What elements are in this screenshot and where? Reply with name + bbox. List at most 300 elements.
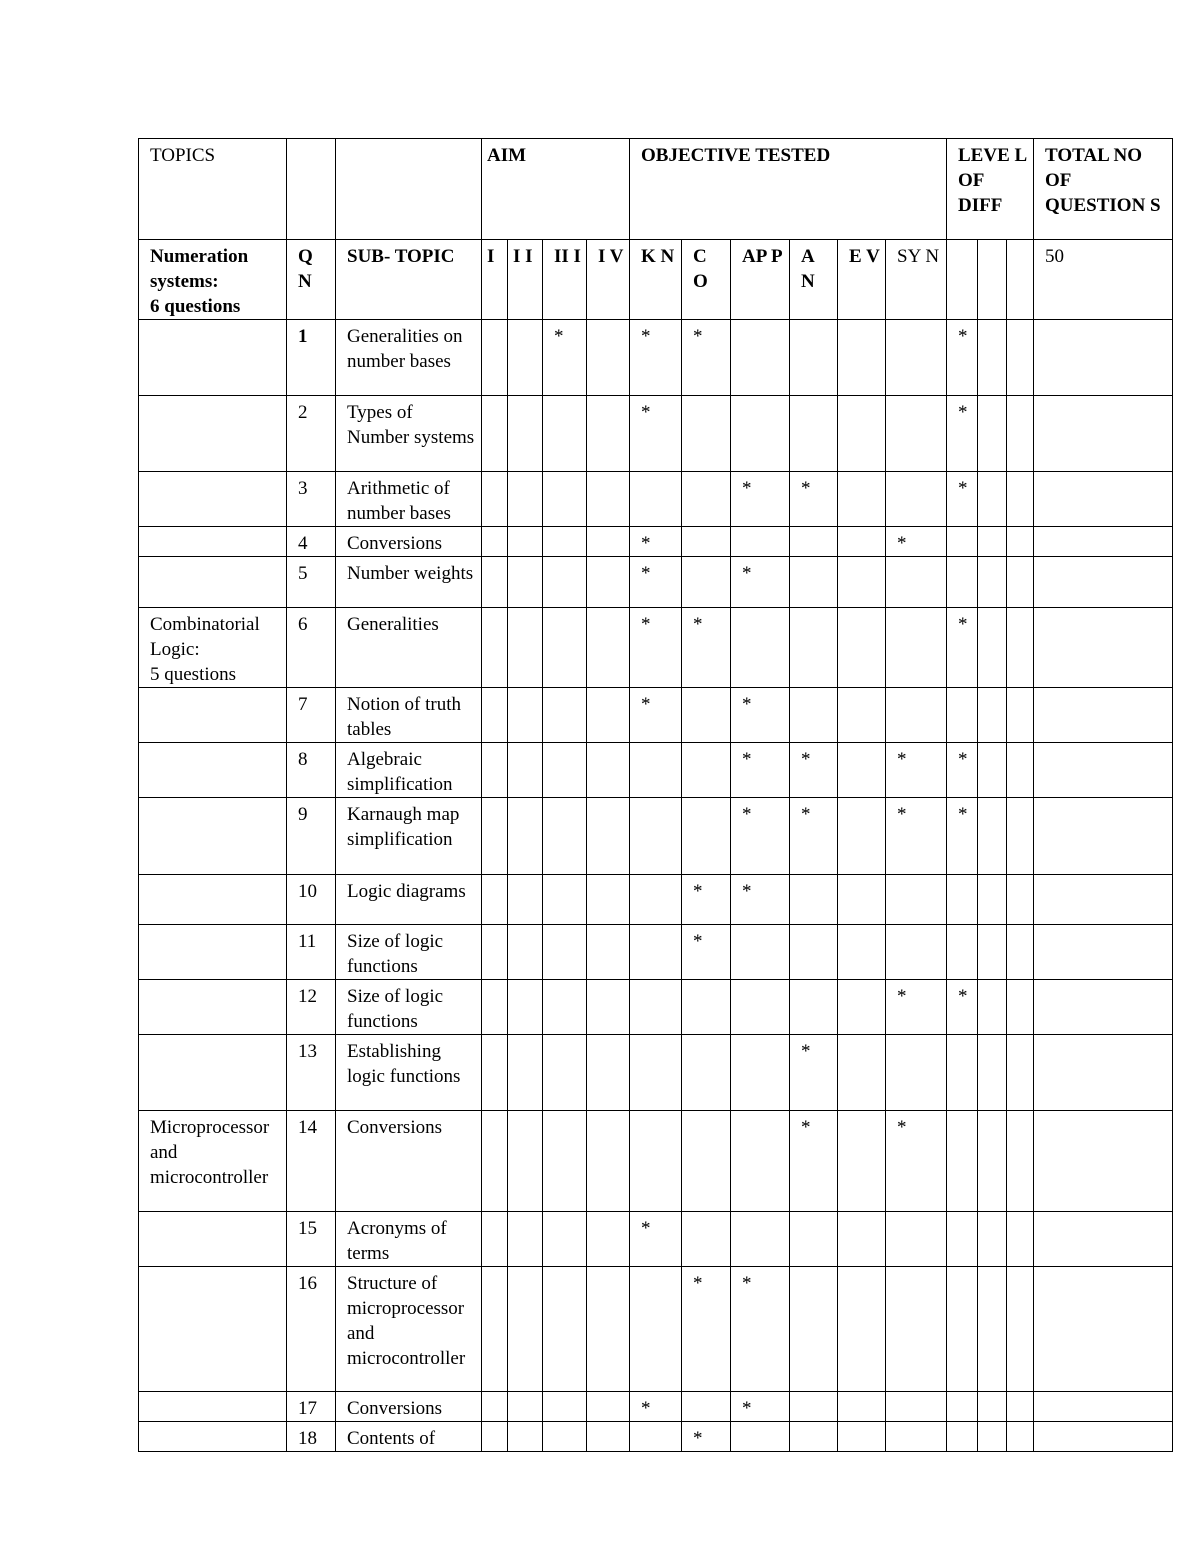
mark-cell (838, 798, 886, 875)
table-row (139, 1267, 1173, 1392)
mark-cell (790, 557, 838, 608)
mark-cell: * (790, 1111, 838, 1212)
topic-cell (139, 875, 287, 925)
qn-cell: 2 (287, 396, 336, 472)
mark-cell (682, 396, 731, 472)
mark-cell (543, 608, 587, 688)
subtopic-cell: Conversions (336, 1111, 482, 1212)
topic-cell (139, 1267, 287, 1392)
total-cell (1034, 1212, 1173, 1267)
mark-cell: * (682, 875, 731, 925)
mark-cell: * (630, 608, 682, 688)
mark-cell (978, 608, 1007, 688)
mark-cell (886, 557, 947, 608)
qn-cell: 4 (287, 527, 336, 557)
mark-cell (790, 608, 838, 688)
mark-cell: * (731, 743, 790, 798)
mark-cell (838, 925, 886, 980)
mark-cell (482, 1035, 508, 1111)
mark-cell (790, 1212, 838, 1267)
mark-cell: * (731, 1392, 790, 1422)
table-row (139, 1392, 1173, 1422)
mark-cell (886, 1035, 947, 1111)
subtopic-cell: Karnaugh map simplification (336, 798, 482, 875)
mark-cell (587, 320, 630, 396)
mark-cell (508, 1212, 543, 1267)
mark-cell (587, 1422, 630, 1452)
mark-cell (978, 320, 1007, 396)
topic-cell (139, 1422, 287, 1452)
mark-cell (886, 472, 947, 527)
mark-cell: * (947, 608, 978, 688)
topic-cell (139, 980, 287, 1035)
header-blank-subtopic (336, 139, 482, 240)
mark-cell (886, 1212, 947, 1267)
mark-cell (630, 980, 682, 1035)
total-questions-header: TOTAL NO OF QUESTION S (1034, 139, 1173, 240)
topic-cell (139, 527, 287, 557)
mark-cell (482, 608, 508, 688)
subtopic-cell: Acronyms of terms (336, 1212, 482, 1267)
level-of-difficulty-header: LEVE L OF DIFF (947, 139, 1034, 240)
mark-cell (838, 1422, 886, 1452)
total-cell (1034, 1111, 1173, 1212)
mark-cell (1007, 743, 1034, 798)
total-cell (1034, 1267, 1173, 1392)
mark-cell (790, 320, 838, 396)
mark-cell (482, 1111, 508, 1212)
subtopic-cell: Generalities (336, 608, 482, 688)
total-cell (1034, 472, 1173, 527)
qn-cell: 15 (287, 1212, 336, 1267)
mark-cell (508, 472, 543, 527)
subtopic-cell: Generalities on number bases (336, 320, 482, 396)
mark-cell (482, 1267, 508, 1392)
subtopic-cell: Logic diagrams (336, 875, 482, 925)
mark-cell: * (543, 320, 587, 396)
mark-cell (790, 925, 838, 980)
mark-cell (482, 875, 508, 925)
topic-cell (139, 557, 287, 608)
mark-cell: * (731, 875, 790, 925)
obj-col-an: A N (790, 240, 838, 320)
mark-cell (886, 925, 947, 980)
qn-cell: 11 (287, 925, 336, 980)
mark-cell (508, 1422, 543, 1452)
header-blank-qn (287, 139, 336, 240)
total-cell (1034, 743, 1173, 798)
mark-cell (790, 527, 838, 557)
mark-cell (543, 688, 587, 743)
mark-cell (1007, 557, 1034, 608)
mark-cell (508, 320, 543, 396)
mark-cell (1007, 1035, 1034, 1111)
subtopic-cell: Size of logic functions (336, 980, 482, 1035)
mark-cell: * (731, 798, 790, 875)
mark-cell (508, 688, 543, 743)
mark-cell: * (886, 527, 947, 557)
topic-cell: Microprocessor and microcontroller (139, 1111, 287, 1212)
mark-cell (482, 472, 508, 527)
mark-cell: * (630, 688, 682, 743)
aim-col-4: I V (587, 240, 630, 320)
mark-cell (482, 1422, 508, 1452)
qn-cell: 17 (287, 1392, 336, 1422)
mark-cell (482, 527, 508, 557)
subtopic-header: SUB- TOPIC (336, 240, 482, 320)
mark-cell: * (630, 557, 682, 608)
mark-cell: * (682, 1267, 731, 1392)
mark-cell (482, 1212, 508, 1267)
table-row (139, 1212, 1173, 1267)
mark-cell (1007, 472, 1034, 527)
mark-cell (682, 1392, 731, 1422)
mark-cell (587, 1111, 630, 1212)
mark-cell (508, 1392, 543, 1422)
mark-cell (630, 798, 682, 875)
mark-cell (630, 1111, 682, 1212)
obj-col-syn: SY N (886, 240, 947, 320)
mark-cell (482, 557, 508, 608)
mark-cell (543, 980, 587, 1035)
mark-cell (731, 320, 790, 396)
mark-cell (886, 688, 947, 743)
mark-cell (947, 1392, 978, 1422)
mark-cell (838, 743, 886, 798)
mark-cell (482, 798, 508, 875)
mark-cell (731, 1212, 790, 1267)
mark-cell (947, 1422, 978, 1452)
qn-cell: 8 (287, 743, 336, 798)
mark-cell (947, 1035, 978, 1111)
mark-cell (543, 527, 587, 557)
mark-cell (731, 980, 790, 1035)
table-row (139, 472, 1173, 527)
mark-cell: * (947, 980, 978, 1035)
mark-cell (978, 1111, 1007, 1212)
mark-cell (630, 743, 682, 798)
mark-cell (838, 472, 886, 527)
table-row (139, 798, 1173, 875)
mark-cell (790, 875, 838, 925)
mark-cell (978, 1392, 1007, 1422)
total-cell (1034, 688, 1173, 743)
topic-cell (139, 472, 287, 527)
mark-cell: * (886, 980, 947, 1035)
mark-cell (838, 688, 886, 743)
mark-cell: * (886, 1111, 947, 1212)
mark-cell (978, 743, 1007, 798)
total-value: 50 (1034, 240, 1173, 320)
mark-cell (731, 1111, 790, 1212)
table-row (139, 527, 1173, 557)
mark-cell (587, 925, 630, 980)
mark-cell (978, 1422, 1007, 1452)
mark-cell (1007, 875, 1034, 925)
mark-cell (630, 1267, 682, 1392)
mark-cell: * (630, 1212, 682, 1267)
total-cell (1034, 980, 1173, 1035)
mark-cell (1007, 1267, 1034, 1392)
table-row (139, 557, 1173, 608)
topic-cell (139, 396, 287, 472)
level-col-1 (947, 240, 978, 320)
table-row (139, 396, 1173, 472)
topic-cell (139, 320, 287, 396)
mark-cell: * (731, 688, 790, 743)
mark-cell (482, 980, 508, 1035)
section-numeration-systems (139, 240, 287, 320)
section-count: 6 questions (150, 296, 241, 317)
mark-cell: * (682, 1422, 731, 1452)
mark-cell (978, 527, 1007, 557)
mark-cell (508, 980, 543, 1035)
mark-cell (482, 688, 508, 743)
mark-cell (587, 557, 630, 608)
section-title: Numeration systems: (150, 246, 249, 292)
mark-cell: * (630, 1392, 682, 1422)
mark-cell (508, 875, 543, 925)
table-row (139, 980, 1173, 1035)
qn-cell: 7 (287, 688, 336, 743)
mark-cell (731, 1422, 790, 1452)
mark-cell (978, 557, 1007, 608)
mark-cell (731, 608, 790, 688)
subtopic-cell: Arithmetic of number bases (336, 472, 482, 527)
mark-cell (630, 1035, 682, 1111)
table-row (139, 1035, 1173, 1111)
mark-cell (682, 1111, 731, 1212)
mark-cell (1007, 1111, 1034, 1212)
obj-col-ev: E V (838, 240, 886, 320)
mark-cell (682, 557, 731, 608)
total-cell (1034, 320, 1173, 396)
mark-cell (978, 1035, 1007, 1111)
mark-cell: * (731, 1267, 790, 1392)
mark-cell (790, 688, 838, 743)
mark-cell (630, 875, 682, 925)
mark-cell (630, 1422, 682, 1452)
subtopic-cell: Number weights (336, 557, 482, 608)
mark-cell (947, 1212, 978, 1267)
objective-tested-header: OBJECTIVE TESTED (630, 139, 947, 240)
mark-cell (1007, 396, 1034, 472)
table-row (139, 608, 1173, 688)
mark-cell (978, 798, 1007, 875)
mark-cell (886, 1422, 947, 1452)
mark-cell (1007, 798, 1034, 875)
total-cell (1034, 1392, 1173, 1422)
mark-cell (508, 1035, 543, 1111)
mark-cell (587, 798, 630, 875)
mark-cell: * (790, 1035, 838, 1111)
mark-cell (682, 1035, 731, 1111)
mark-cell (838, 1035, 886, 1111)
mark-cell (838, 1212, 886, 1267)
mark-cell (838, 980, 886, 1035)
mark-cell (508, 396, 543, 472)
mark-cell (543, 743, 587, 798)
mark-cell (790, 980, 838, 1035)
mark-cell: * (790, 743, 838, 798)
mark-cell (838, 1111, 886, 1212)
qn-cell: 16 (287, 1267, 336, 1392)
mark-cell (543, 875, 587, 925)
subtopic-cell: Conversions (336, 1392, 482, 1422)
subtopic-cell: Conversions (336, 527, 482, 557)
aim-col-1: I (482, 240, 508, 320)
mark-cell (508, 798, 543, 875)
mark-cell (1007, 1392, 1034, 1422)
subtopic-cell: Algebraic simplification (336, 743, 482, 798)
mark-cell (838, 320, 886, 396)
qn-cell: 18 (287, 1422, 336, 1452)
mark-cell (1007, 1212, 1034, 1267)
table-row (139, 743, 1173, 798)
level-col-3 (1007, 240, 1034, 320)
mark-cell: * (947, 472, 978, 527)
mark-cell (543, 1111, 587, 1212)
mark-cell (838, 1392, 886, 1422)
mark-cell: * (630, 396, 682, 472)
mark-cell (482, 925, 508, 980)
mark-cell (587, 980, 630, 1035)
topic-cell (139, 688, 287, 743)
mark-cell (1007, 320, 1034, 396)
aim-col-3: II I (543, 240, 587, 320)
mark-cell (886, 875, 947, 925)
mark-cell (682, 798, 731, 875)
mark-cell: * (947, 320, 978, 396)
mark-cell (508, 1267, 543, 1392)
mark-cell: * (682, 608, 731, 688)
mark-cell (508, 743, 543, 798)
obj-col-co: C O (682, 240, 731, 320)
mark-cell (947, 688, 978, 743)
qn-cell: 10 (287, 875, 336, 925)
mark-cell (587, 1267, 630, 1392)
mark-cell (731, 527, 790, 557)
subtopic-cell: Establishing logic functions (336, 1035, 482, 1111)
mark-cell (1007, 980, 1034, 1035)
mark-cell (543, 1035, 587, 1111)
total-cell (1034, 1035, 1173, 1111)
level-col-2 (978, 240, 1007, 320)
mark-cell (790, 1267, 838, 1392)
mark-cell (682, 1212, 731, 1267)
mark-cell (838, 875, 886, 925)
topics-header: TOPICS (139, 139, 287, 240)
mark-cell (587, 472, 630, 527)
mark-cell (587, 1392, 630, 1422)
obj-col-kn: K N (630, 240, 682, 320)
mark-cell: * (630, 527, 682, 557)
mark-cell (482, 396, 508, 472)
mark-cell (587, 1035, 630, 1111)
mark-cell: * (790, 472, 838, 527)
total-cell (1034, 875, 1173, 925)
mark-cell (543, 396, 587, 472)
mark-cell (587, 1212, 630, 1267)
topic-cell (139, 743, 287, 798)
table-row (139, 320, 1173, 396)
mark-cell (587, 527, 630, 557)
question-blueprint-table (138, 138, 1173, 1452)
topic-cell (139, 1035, 287, 1111)
mark-cell (838, 396, 886, 472)
mark-cell (886, 396, 947, 472)
mark-cell (543, 798, 587, 875)
mark-cell (838, 557, 886, 608)
mark-cell: * (790, 798, 838, 875)
mark-cell (630, 925, 682, 980)
qn-header: Q N (287, 240, 336, 320)
mark-cell (886, 320, 947, 396)
mark-cell (947, 527, 978, 557)
header-row (139, 139, 1173, 240)
qn-cell: 5 (287, 557, 336, 608)
total-cell (1034, 396, 1173, 472)
mark-cell (978, 1212, 1007, 1267)
mark-cell (543, 1392, 587, 1422)
qn-cell: 1 (287, 320, 336, 396)
qn-cell: 12 (287, 980, 336, 1035)
mark-cell: * (947, 798, 978, 875)
total-cell (1034, 608, 1173, 688)
topic-cell (139, 1212, 287, 1267)
mark-cell (587, 396, 630, 472)
mark-cell (1007, 1422, 1034, 1452)
mark-cell (947, 925, 978, 980)
mark-cell: * (731, 472, 790, 527)
table-row (139, 1111, 1173, 1212)
mark-cell (1007, 527, 1034, 557)
mark-cell (886, 1392, 947, 1422)
mark-cell (978, 396, 1007, 472)
mark-cell (508, 527, 543, 557)
mark-cell (682, 688, 731, 743)
mark-cell (947, 1267, 978, 1392)
mark-cell (731, 1035, 790, 1111)
mark-cell (508, 557, 543, 608)
mark-cell (543, 1422, 587, 1452)
qn-cell: 14 (287, 1111, 336, 1212)
table-row (139, 1422, 1173, 1452)
mark-cell (978, 472, 1007, 527)
mark-cell (838, 608, 886, 688)
mark-cell (543, 925, 587, 980)
mark-cell (682, 527, 731, 557)
mark-cell (886, 608, 947, 688)
qn-cell: 6 (287, 608, 336, 688)
mark-cell (731, 396, 790, 472)
mark-cell: * (886, 798, 947, 875)
mark-cell (947, 875, 978, 925)
aim-header: AIM (482, 139, 630, 240)
subtopic-cell: Size of logic functions (336, 925, 482, 980)
mark-cell (543, 557, 587, 608)
qn-cell: 13 (287, 1035, 336, 1111)
total-cell (1034, 925, 1173, 980)
aim-col-2: I I (508, 240, 543, 320)
subtopic-cell: Notion of truth tables (336, 688, 482, 743)
mark-cell (790, 396, 838, 472)
subtopic-cell: Structure of microprocessor and microcontroller (336, 1267, 482, 1392)
mark-cell (482, 1392, 508, 1422)
mark-cell (1007, 608, 1034, 688)
mark-cell (886, 1267, 947, 1392)
mark-cell (978, 688, 1007, 743)
